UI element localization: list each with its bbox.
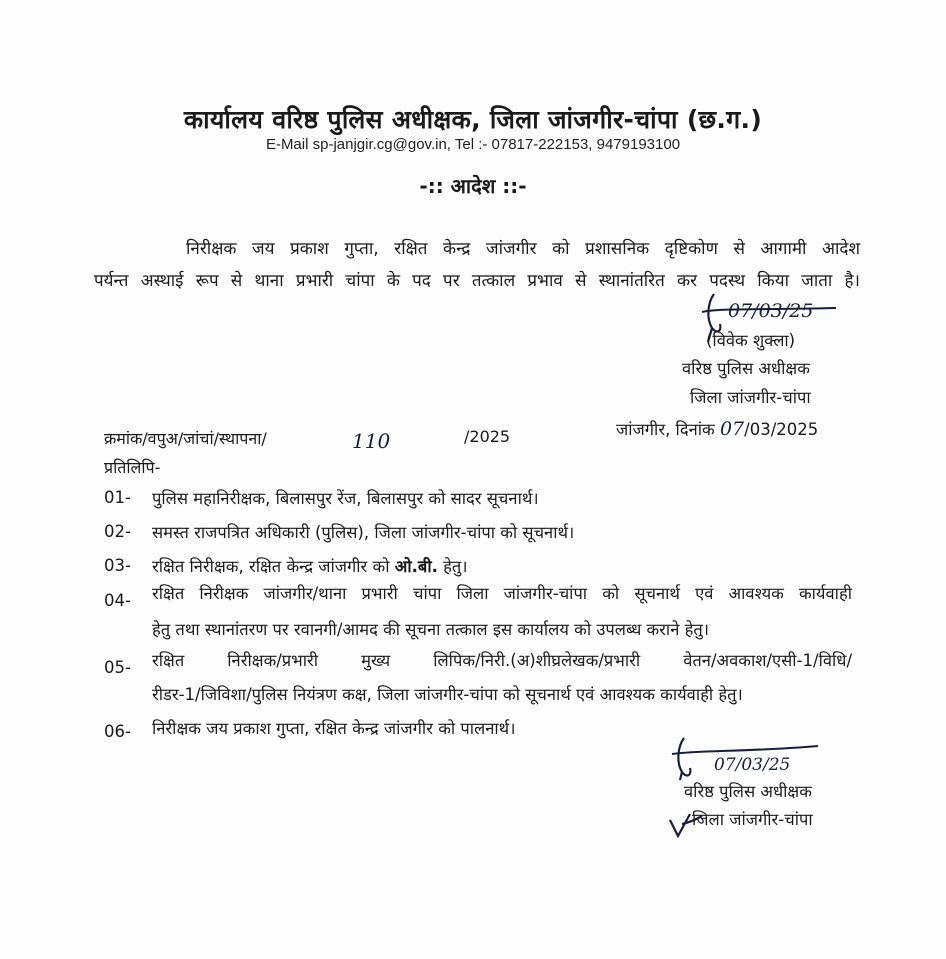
- copy-item-text-part: हेतु।: [443, 557, 468, 576]
- signature-1-handwritten-date: 07/03/25: [728, 300, 814, 322]
- copy-item-number: 02-: [104, 522, 131, 541]
- office-title: कार्यालय वरिष्ठ पुलिस अधीक्षक, जिला जांजगीर-चांपा (छ.ग.): [183, 105, 763, 134]
- copy-item-text-line-1: रक्षित निरीक्षक जांजगीर/थाना प्रभारी चांपा जिला जांजगीर-चांपा को सूचनार्थ एवं आवश्यक कार्यवाही: [152, 584, 852, 603]
- copy-item-text-bold: ओ.बी.: [394, 557, 438, 576]
- copy-item-number: 05-: [104, 658, 131, 677]
- copy-item-number: 03-: [104, 556, 131, 575]
- date-rest: /03/2025: [744, 420, 819, 439]
- copy-heading: प्रतिलिपि-: [104, 458, 161, 477]
- signatory-designation: वरिष्ठ पुलिस अधीक्षक: [682, 359, 810, 378]
- reference-prefix: क्रमांक/वपुअ/जांचां/स्थापना/: [104, 429, 267, 448]
- copy-item-number: 06-: [104, 722, 131, 741]
- contact-info: E-Mail sp-janjgir.cg@gov.in, Tel :- 07817-222153, 9479193100: [265, 136, 681, 153]
- order-date: [616, 417, 818, 440]
- copy-item-text-line-2: रीडर-1/जिविशा/पुलिस नियंत्रण कक्ष, जिला जांजगीर-चांपा को सूचनार्थ एवं आवश्यक कार्यवाही हेतु।: [152, 685, 743, 704]
- order-paragraph-line-1: निरीक्षक जय प्रकाश गुप्ता, रक्षित केन्द्र जांजगीर को प्रशासनिक दृष्टिकोण से आगामी आदेश: [186, 239, 860, 259]
- signatory-district: जिला जांजगीर-चांपा: [690, 388, 811, 407]
- signatory-name: (विवेक शुक्ला): [706, 331, 796, 350]
- date-day: 07: [719, 418, 745, 440]
- copy-item-text: समस्त राजपत्रित अधिकारी (पुलिस), जिला जांजगीर-चांपा को सूचनार्थ।: [152, 523, 575, 542]
- copy-item-text-part: रक्षित निरीक्षक, रक्षित केन्द्र जांजगीर को: [152, 557, 390, 576]
- date-prefix: जांजगीर, दिनांक: [616, 420, 715, 439]
- reference-year: /2025: [464, 427, 511, 446]
- copy-item-text: पुलिस महानिरीक्षक, बिलासपुर रेंज, बिलासपुर को सादर सूचनार्थ।: [152, 489, 539, 508]
- copy-item-text-line-2: हेतु तथा स्थानांतरण पर रवानगी/आमद की सूचना तत्काल इस कार्यालय को उपलब्ध कराने हेतु।: [152, 620, 710, 639]
- copy-item-number: 01-: [104, 488, 131, 507]
- copy-item-text: निरीक्षक जय प्रकाश गुप्ता, रक्षित केन्द्र जांजगीर को पालनार्थ।: [152, 719, 516, 738]
- order-paragraph-line-2: पर्यन्त अस्थाई रूप से थाना प्रभारी चांपा के पद पर तत्काल प्रभाव से स्थानांतरित कर पदस्थ किया जाता है।: [94, 271, 860, 291]
- copy-item-text-line-1: रक्षित निरीक्षक/प्रभारी मुख्य लिपिक/निरी.(अ)शीघ्रलेखक/प्रभारी वेतन/अवकाश/एसी-1/विधि/: [152, 651, 852, 670]
- signatory-2-designation: वरिष्ठ पुलिस अधीक्षक: [684, 782, 812, 801]
- reference-number: 110: [352, 429, 391, 453]
- copy-item-number: 04-: [104, 591, 131, 610]
- order-heading: -:: आदेश ::-: [419, 174, 527, 198]
- signatory-2-district: जिला जांजगीर-चांपा: [692, 810, 813, 829]
- copy-item-text: [152, 554, 468, 577]
- signature-2-handwritten-date: 07/03/25: [714, 755, 791, 775]
